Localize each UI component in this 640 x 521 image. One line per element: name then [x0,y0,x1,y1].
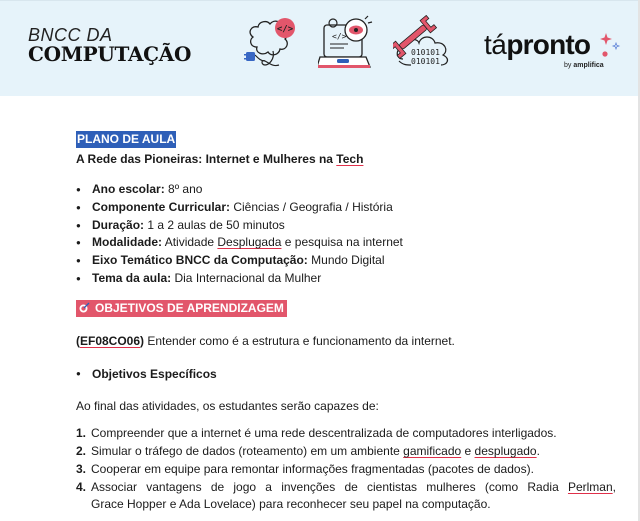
specific-objectives-heading: ● Objetivos Específicos [76,366,616,382]
meta-item: ● Ano escolar: 8º ano [76,181,616,199]
objective-item: 2. Simular o tráfego de dados (roteamento) em um ambiente gamificado e desplugado. [76,444,540,459]
objective-item: 1. Compreender que a internet é uma rede descentralizada de computadores interligados. [76,426,557,441]
laptop-eye-icon [318,15,376,78]
svg-text:</>: </> [332,32,347,41]
ta-pronto-logo [484,29,604,69]
sparkle-icon [600,31,624,61]
logo-ta: tá [484,29,507,60]
logo-bottom-text: COMPUTAÇÃO [28,42,192,66]
meta-item: ● Modalidade: Atividade Desplugada e pesquisa na internet [76,234,616,252]
logo-top-text: BNCC DA [28,25,113,45]
meta-item: ● Eixo Temático BNCC da Computação: Mundo Digital [76,252,616,270]
bncc-code-paragraph: (EF08CO06) Entender como é a estrutura e funcionamento da internet. [76,334,455,349]
bncc-logo [28,27,191,65]
logo-pronto: pronto [506,29,591,60]
lesson-meta-list [76,181,616,288]
objectives-tag: OBJETIVOS DE APRENDIZAGEM [76,300,287,317]
meta-item: ● Componente Curricular: Ciências / Geografia / História [76,199,616,217]
header-banner [0,0,638,96]
svg-text:010101: 010101 [411,48,440,57]
objectives-intro: Ao final das atividades, os estudantes serão capazes de: [76,399,379,414]
target-icon [78,302,90,314]
objectives-list [76,425,616,514]
brain-code-icon [243,15,301,78]
meta-item: ● Duração: 1 a 2 aulas de 50 minutos [76,217,616,235]
objective-item: 3. Cooperar em equipe para remontar informações fragmentadas (pacotes de dados). [76,461,534,476]
lesson-title: A Rede das Pioneiras: Internet e Mulheres na Tech [76,152,364,166]
objective-item: 4. Associar vantagens de jogo a invenções de cientistas mulheres (como Radia Perlman, Grace Hopper e Ada Lovelace) para reconhecer seu papel na computação. [76,479,616,512]
svg-text:010101: 010101 [411,57,440,66]
wrench-cloud-binary-icon [393,15,455,78]
lesson-content [76,131,616,514]
svg-text:</>: </> [276,24,294,35]
lesson-plan-tag: PLANO DE AULA [77,132,176,146]
logo-byline: by amplifica [564,62,604,69]
meta-item: ● Tema da aula: Dia Internacional da Mulher [76,270,616,288]
